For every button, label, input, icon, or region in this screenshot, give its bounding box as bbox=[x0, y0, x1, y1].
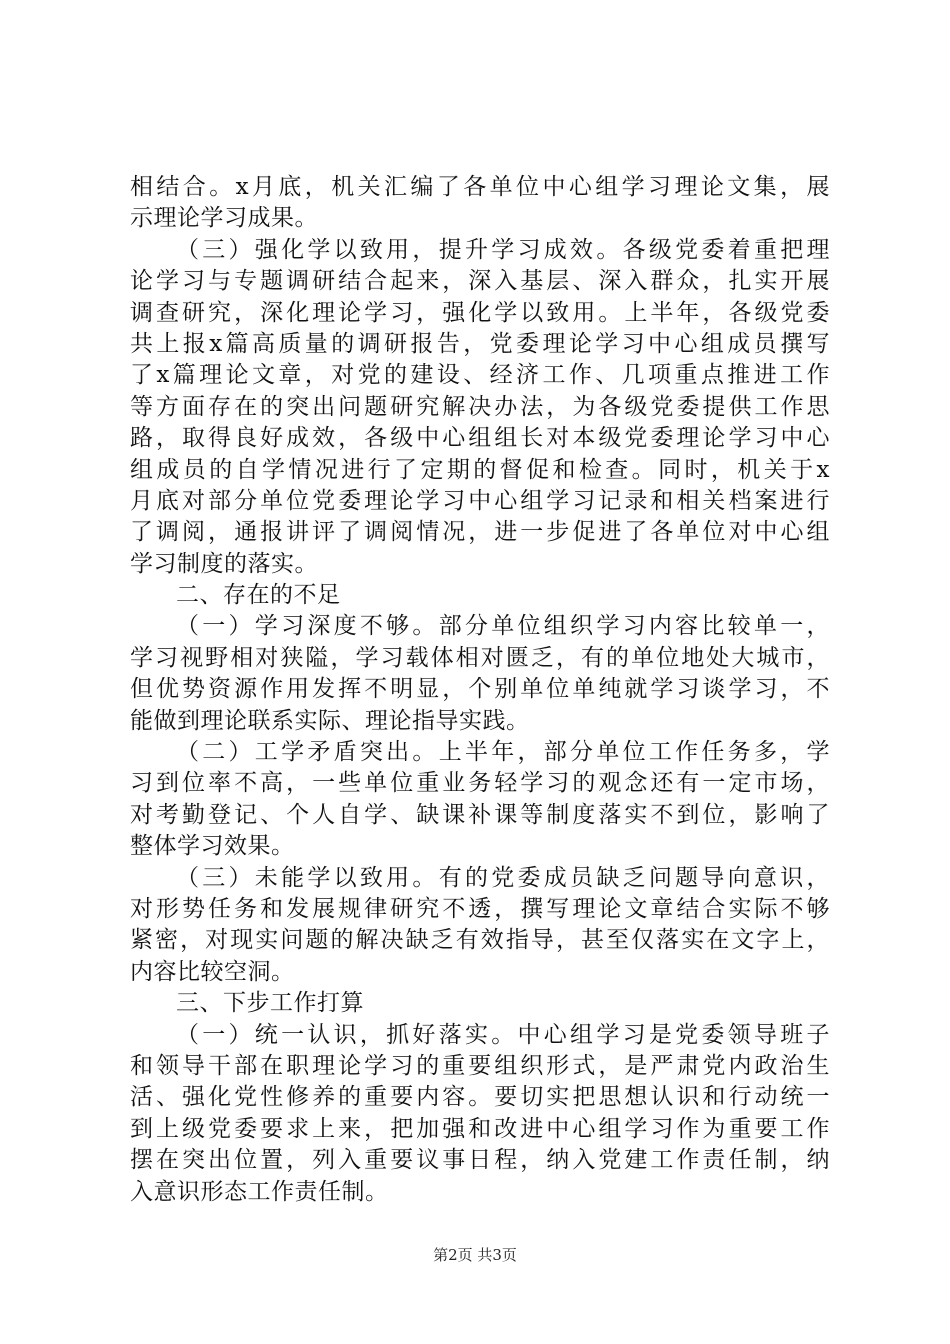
text-line: 对考勤登记、个人自学、缺课补课等制度落实不到位，影响了 bbox=[130, 801, 830, 828]
text-line: 学习制度的落实。 bbox=[130, 550, 318, 577]
text-line: 活、强化党性修养的重要内容。要切实把思想认识和行动统一 bbox=[130, 1084, 830, 1111]
text-line: 和领导干部在职理论学习的重要组织形式，是严肃党内政治生 bbox=[130, 1052, 830, 1079]
text-line: 示理论学习成果。 bbox=[130, 205, 318, 232]
section-heading: 三、下步工作打算 bbox=[176, 990, 364, 1017]
text-line: 等方面存在的突出问题研究解决办法，为各级党委提供工作思 bbox=[130, 393, 830, 420]
text-line: 了调阅，通报讲评了调阅情况，进一步促进了各单位对中心组 bbox=[130, 519, 830, 546]
text-line: 论学习与专题调研结合起来，深入基层、深入群众，扎实开展 bbox=[130, 268, 830, 295]
text-line: 了x篇理论文章，对党的建设、经济工作、几项重点推进工作 bbox=[130, 362, 830, 389]
text-line: 入意识形态工作责任制。 bbox=[130, 1178, 389, 1205]
text-line: 能做到理论联系实际、理论指导实践。 bbox=[130, 707, 530, 734]
text-line: 调查研究，深化理论学习，强化学以致用。上半年，各级党委 bbox=[130, 299, 830, 326]
section-heading: 二、存在的不足 bbox=[176, 582, 341, 609]
text-line: 月底对部分单位党委理论学习中心组学习记录和相关档案进行 bbox=[130, 487, 830, 514]
text-line: 相结合。x月底，机关汇编了各单位中心组学习理论文集，展 bbox=[130, 174, 830, 200]
text-line: 但优势资源作用发挥不明显，个别单位单纯就学习谈学习，不 bbox=[130, 676, 830, 703]
text-line: 学习视野相对狭隘，学习载体相对匮乏，有的单位地处大城市， bbox=[130, 644, 830, 671]
text-line: 紧密，对现实问题的解决缺乏有效指导，甚至仅落实在文字上， bbox=[130, 927, 830, 954]
text-line: （三）未能学以致用。有的党委成员缺乏问题导向意识， bbox=[176, 864, 830, 891]
text-line: 整体学习效果。 bbox=[130, 833, 295, 860]
document-body bbox=[130, 172, 830, 1208]
text-line: 对形势任务和发展规律研究不透，撰写理论文章结合实际不够 bbox=[130, 895, 830, 922]
text-line: （二）工学矛盾突出。上半年，部分单位工作任务多，学 bbox=[176, 739, 830, 766]
text-line: 共上报x篇高质量的调研报告，党委理论学习中心组成员撰写 bbox=[130, 330, 830, 357]
page-footer: 第2页 共3页 bbox=[433, 1246, 517, 1264]
text-line: 摆在突出位置，列入重要议事日程，纳入党建工作责任制，纳 bbox=[130, 1147, 830, 1174]
text-line: 到上级党委要求上来，把加强和改进中心组学习作为重要工作 bbox=[130, 1115, 830, 1142]
text-line: 组成员的自学情况进行了定期的督促和检查。同时，机关于x bbox=[130, 456, 830, 483]
text-line: 内容比较空洞。 bbox=[130, 958, 295, 985]
text-line: （三）强化学以致用，提升学习成效。各级党委着重把理 bbox=[176, 236, 830, 263]
text-line: （一）学习深度不够。部分单位组织学习内容比较单一， bbox=[176, 613, 830, 640]
text-line: （一）统一认识，抓好落实。中心组学习是党委领导班子 bbox=[176, 1021, 830, 1048]
text-line: 习到位率不高，一些单位重业务轻学习的观念还有一定市场， bbox=[130, 770, 830, 797]
text-line: 路，取得良好成效，各级中心组组长对本级党委理论学习中心 bbox=[130, 425, 830, 452]
